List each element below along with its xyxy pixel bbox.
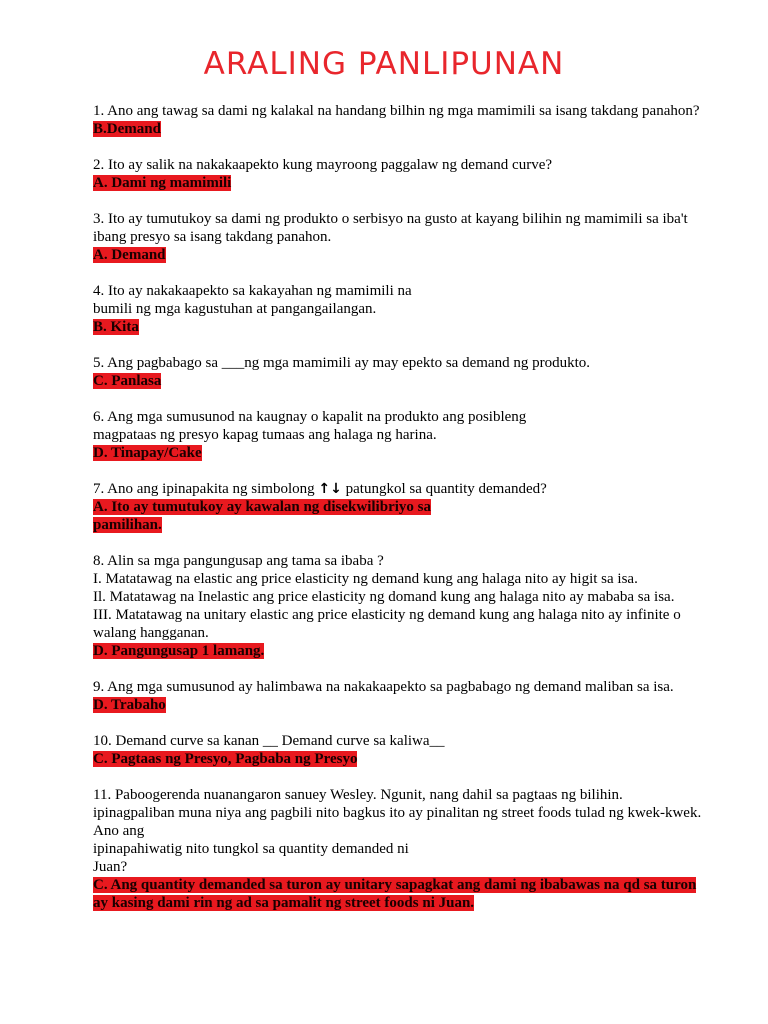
question-text: 2. Ito ay salik na nakakaapekto kung mayroong paggalaw ng demand curve? — [93, 157, 553, 173]
question-list — [93, 102, 733, 930]
question-8 — [93, 552, 733, 660]
question-3 — [93, 210, 733, 264]
question-text: magpataas ng presyo kapag tumaas ang halaga ng harina. — [93, 427, 437, 443]
question-11 — [93, 786, 733, 912]
answer-highlight: A. Ito ay tumutukoy ay kawalan ng disekwilibriyo sa — [93, 499, 431, 515]
answer-highlight: D. Trabaho — [93, 697, 166, 713]
question-text: 3. Ito ay tumutukoy sa dami ng produkto o serbisyo na gusto at kayang bilihin ng mamimili sa iba't — [93, 211, 688, 227]
question-text: ipinagpaliban muna niya ang pagbili nito bagkus ito ay pinalitan ng street foods tulad ng kwek-kwek. — [93, 805, 702, 821]
answer-highlight: ay kasing dami rin ng ad sa pamalit ng street foods ni Juan. — [93, 895, 475, 911]
question-10 — [93, 732, 733, 768]
answer-highlight: D. Pangungusap 1 lamang. — [93, 643, 265, 659]
answer-highlight: A. Dami ng mamimili — [93, 175, 232, 191]
answer-highlight: D. Tinapay/Cake — [93, 445, 202, 461]
question-text: 4. Ito ay nakakaapekto sa kakayahan ng mamimili na — [93, 283, 412, 299]
question-2 — [93, 156, 733, 192]
question-text: ibang presyo sa isang takdang panahon. — [93, 229, 332, 245]
question-9 — [93, 678, 733, 714]
answer-highlight: B. Kita — [93, 319, 139, 335]
question-text: 5. Ang pagbabago sa ___ng mga mamimili ay may epekto sa demand ng produkto. — [93, 355, 590, 371]
question-4 — [93, 282, 733, 336]
answer-highlight: A. Demand — [93, 247, 166, 263]
answer-highlight: C. Pagtaas ng Presyo, Pagbaba ng Presyo — [93, 751, 358, 767]
question-text: I. Matatawag na elastic ang price elasticity ng demand kung ang halaga nito ay higit sa isa. — [93, 571, 638, 587]
question-5 — [93, 354, 733, 390]
question-suffix: patungkol sa quantity demanded? — [341, 481, 547, 497]
question-text: 8. Alin sa mga pangungusap ang tama sa ibaba ? — [93, 553, 384, 569]
question-text: walang hangganan. — [93, 625, 209, 641]
question-text: bumili ng mga kagustuhan at pangangailangan. — [93, 301, 377, 317]
question-6 — [93, 408, 733, 462]
question-text: 9. Ang mga sumusunod ay halimbawa na nakakaapekto sa pagbabago ng demand maliban sa isa. — [93, 679, 674, 695]
question-text: 1. Ano ang tawag sa dami ng kalakal na handang bilhin ng mga mamimili sa isang takdang panahon? — [93, 103, 700, 119]
question-text: ipinapahiwatig nito tungkol sa quantity demanded ni — [93, 841, 409, 857]
up-down-arrows-icon: ↑↓ — [318, 481, 342, 497]
question-text: Ano ang — [93, 823, 145, 839]
page-title: ARALING PANLIPUNAN — [203, 46, 565, 82]
question-1 — [93, 102, 733, 138]
question-text: Il. Matatawag na Inelastic ang price elasticity ng domand kung ang halaga nito ay mababa sa isa. — [93, 589, 675, 605]
question-text: 11. Paboogerenda nuanangaron sanuey Wesley. Ngunit, nang dahil sa pagtaas ng bilihin. — [93, 787, 623, 803]
answer-highlight: C. Panlasa — [93, 373, 162, 389]
question-text: Juan? — [93, 859, 128, 875]
question-text: 6. Ang mga sumusunod na kaugnay o kapalit na produkto ang posibleng — [93, 409, 527, 425]
answer-highlight: pamilihan. — [93, 517, 162, 533]
answer-highlight: B.Demand — [93, 121, 161, 137]
question-text: 10. Demand curve sa kanan __ Demand curve sa kaliwa__ — [93, 733, 445, 749]
question-prefix: 7. Ano ang ipinapakita ng simbolong — [93, 481, 319, 497]
question-text: III. Matatawag na unitary elastic ang price elasticity ng demand kung ang halaga nito ay infinite o — [93, 607, 681, 623]
question-7 — [93, 480, 733, 534]
question-text — [93, 480, 733, 498]
answer-highlight: C. Ang quantity demanded sa turon ay unitary sapagkat ang dami ng ibabawas na qd sa turon — [93, 877, 697, 893]
